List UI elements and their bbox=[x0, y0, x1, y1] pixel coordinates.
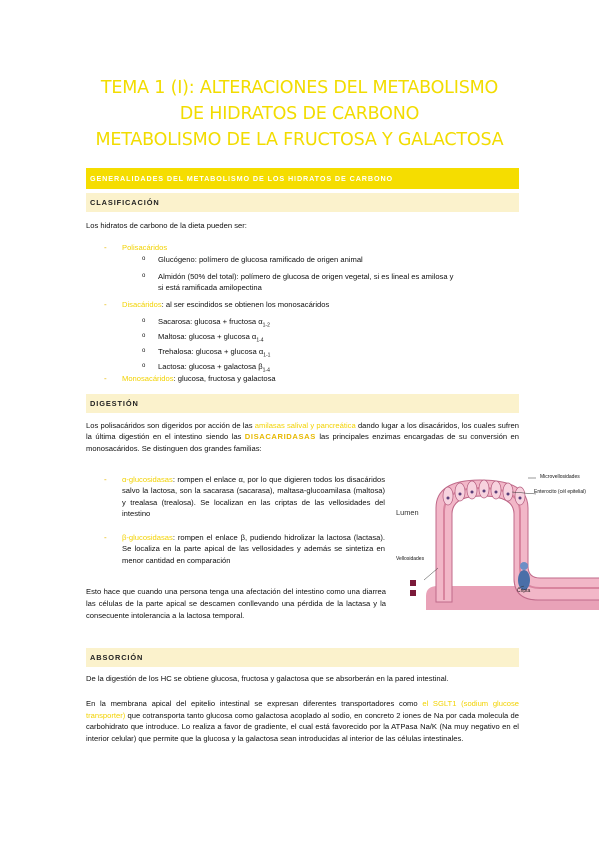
trehalosa-text: Trehalosa: glucosa + glucosa α bbox=[158, 347, 264, 356]
amilasas-highlight: amilasas salival y pancreática bbox=[254, 421, 356, 430]
absorcion-text: En la membrana apical del epitelio intestinal se expresan diferentes transportadores como bbox=[86, 699, 423, 708]
beta-glucosidasas-item bbox=[122, 532, 385, 566]
digestion-text: las principales enzimas encargadas de su conversión en monosacáridos. Se distinguen dos grandes familias: bbox=[86, 432, 519, 453]
section-header-clasificacion: CLASIFICACIÓN bbox=[86, 193, 519, 212]
dash-bullet: - bbox=[104, 475, 107, 484]
circle-bullet: o bbox=[142, 333, 146, 339]
lactosa-subscript: 1-4 bbox=[262, 367, 270, 374]
digestion-text: dando lugar a los disacáridos, los cuales sufren la última digestión en el intestino siendo las bbox=[86, 421, 519, 442]
page-title-line-1: TEMA 1 (I): ALTERACIONES DEL METABOLISMO bbox=[100, 78, 499, 98]
clasificacion-intro: Los hidratos de carbono de la dieta pueden ser: bbox=[86, 221, 247, 230]
section-header-generalidades: GENERALIDADES DEL METABOLISMO DE LOS HIDRATOS DE CARBONO bbox=[86, 168, 519, 189]
figure-label-lumen: Lumen bbox=[396, 508, 419, 517]
almidon-line-1: Almidón (50% del total): polímero de glucosa de origen vegetal, si es lineal es amilosa y bbox=[158, 272, 454, 281]
monosacaridos-label: Monosacáridos bbox=[122, 374, 174, 383]
sacarosa-subscript: 1-2 bbox=[262, 322, 270, 329]
absorcion-paragraph-1: De la digestión de los HC se obtiene glucosa, fructosa y galactosa que se absorberán en la pared intestinal. bbox=[86, 674, 449, 683]
dash-bullet: - bbox=[104, 533, 107, 542]
almidon-item bbox=[158, 271, 520, 294]
maltosa-subscript: 1-4 bbox=[256, 337, 264, 344]
figure-label-microvellosidades: Microvellosidades bbox=[540, 474, 580, 480]
monosacaridos-item bbox=[122, 373, 276, 384]
figure-label-enterocito: Enterocito (cél epitelial) bbox=[534, 489, 586, 495]
beta-glucosidasas-text: : rompen el enlace β, pudiendo hidrolizar la lactosa (lactasa). Se localiza en la parte apical de las vellosidades y además se sintetiza en menor cantidad en comparación bbox=[122, 533, 385, 565]
alpha-glucosidasas-item bbox=[122, 474, 385, 520]
disacaridos-text: : al ser escindidos se obtienen los monosacáridos bbox=[161, 300, 330, 309]
maltosa-text: Maltosa: glucosa + glucosa α bbox=[158, 332, 257, 341]
dash-bullet: - bbox=[104, 243, 107, 252]
section-header-digestion: DIGESTIÓN bbox=[86, 394, 519, 413]
beta-glucosidasas-label: β-glucosidasas bbox=[122, 533, 173, 542]
trehalosa-item bbox=[158, 346, 270, 362]
page-title-line-2: DE HIDRATOS DE CARBONO bbox=[179, 104, 420, 124]
absorcion-paragraph-2 bbox=[86, 698, 519, 744]
dash-bullet: - bbox=[104, 374, 107, 383]
sacarosa-text: Sacarosa: glucosa + fructosa α bbox=[158, 317, 263, 326]
glucogeno-item: Glucógeno: polímero de glucosa ramificado de origen animal bbox=[158, 255, 363, 264]
disacaridos-item bbox=[122, 299, 329, 310]
figure-label-cripta: Cripta bbox=[517, 588, 531, 594]
dash-bullet: - bbox=[104, 300, 107, 309]
digestion-paragraph-2: Esto hace que cuando una persona tenga una afectación del intestino como una diarrea las células de la parte apical se descamen conllevando una pérdida de la lactasa y la consecuente intolerancia a la lactosa temporal. bbox=[86, 587, 386, 620]
alpha-glucosidasas-label: α-glucosidasas bbox=[122, 475, 173, 484]
figure-label-vellosidades: Vellosidades bbox=[396, 556, 425, 562]
section-header-absorcion: ABSORCIÓN bbox=[86, 648, 519, 667]
circle-bullet: o bbox=[142, 318, 146, 324]
absorcion-text: que cotransporta tanto glucosa como galactosa acoplado al sodio, en concreto 2 iones de Na por cada molecula de carbohidrato que introduce. Lo realiza a favor de gradiente, el cual está favorecido por la ATPasa Na/K (Na muy negativo en el interior celular) que permite que la glucosa y la galactosa sean introducidas al interior de las células intestinales. bbox=[86, 710, 519, 743]
disacaridos-label: Disacáridos bbox=[122, 300, 162, 309]
alpha-glucosidasas-text: : rompen el enlace α, por lo que digieren todos los disacáridos salvo la lactosa, son la sacarasa (sacarasa), maltasa-glucoamilasa (maltosa) y trealasa (trealosa). Se localizan en las criptas de las vellosidades del intestino bbox=[122, 475, 385, 519]
lactosa-text: Lactosa: glucosa + galactosa β bbox=[158, 362, 263, 371]
disacaridasas-highlight: DISACARIDASAS bbox=[244, 432, 316, 442]
circle-bullet: o bbox=[142, 348, 146, 354]
circle-bullet: o bbox=[142, 256, 146, 262]
polisacaridos-label: Polisacáridos bbox=[122, 243, 168, 252]
maltosa-item bbox=[158, 331, 264, 347]
almidon-line-2: si está ramificada amilopectina bbox=[158, 283, 262, 293]
sacarosa-item bbox=[158, 316, 270, 332]
digestion-text: Los polisacáridos son digeridos por acción de las bbox=[86, 421, 255, 430]
monosacaridos-text: : glucosa, fructosa y galactosa bbox=[173, 374, 276, 383]
circle-bullet: o bbox=[142, 273, 146, 279]
sglt1-highlight: el SGLT1 (sodium glucose transporter) bbox=[86, 699, 520, 720]
circle-bullet: o bbox=[142, 363, 146, 369]
page-title-line-3: METABOLISMO DE LA FRUCTOSA Y GALACTOSA bbox=[95, 130, 504, 150]
digestion-paragraph-1 bbox=[86, 420, 519, 454]
trehalosa-subscript: 1-1 bbox=[263, 352, 271, 359]
